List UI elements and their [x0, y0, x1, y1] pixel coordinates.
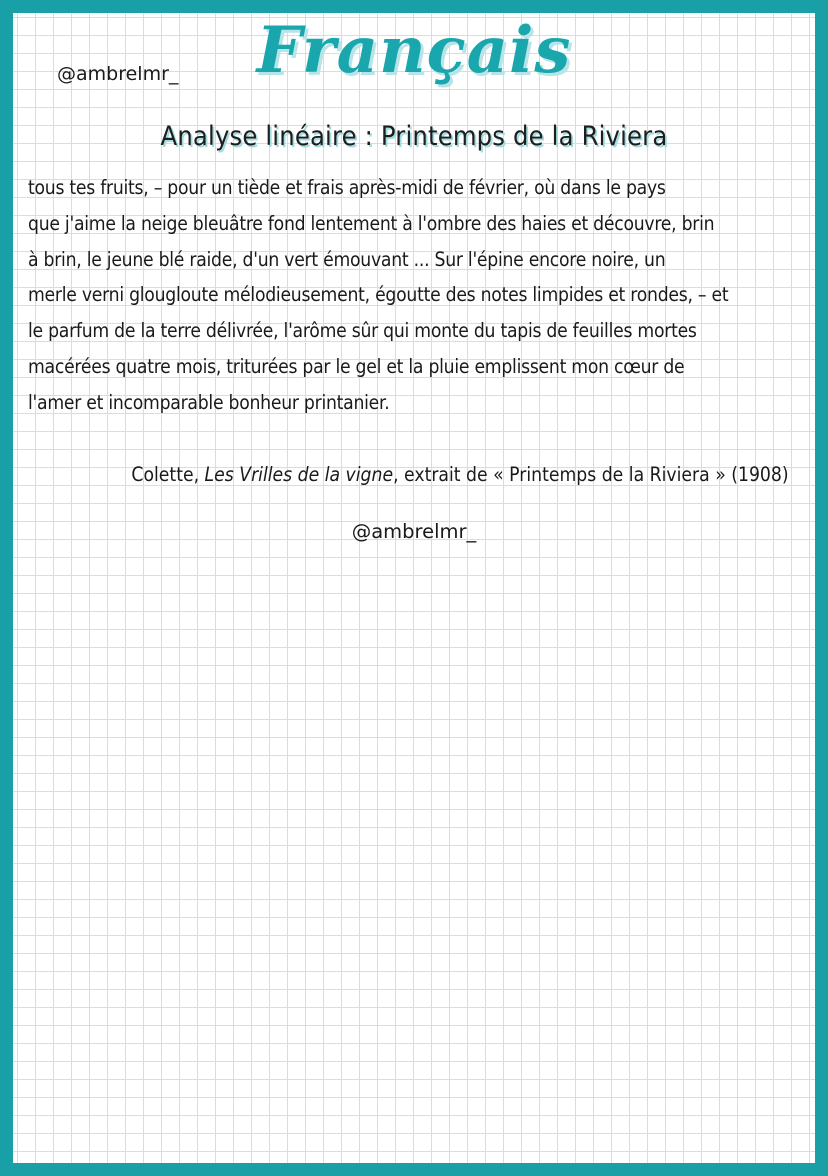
page-title: Français [256, 13, 572, 88]
author-handle-top: @ambrelmr_ [57, 63, 179, 85]
excerpt-line: à brin, le jeune blé raide, d'un vert émouvant ... Sur l'épine encore noire, un [28, 247, 666, 271]
page-subtitle: Analyse linéaire : Printemps de la Riviera [160, 121, 668, 152]
excerpt-line: que j'aime la neige bleuâtre fond lentement à l'ombre des haies et découvre, brin [28, 211, 715, 235]
excerpt-line: merle verni glougloute mélodieusement, égoutte des notes limpides et rondes, – et [28, 283, 729, 307]
author-handle-bottom: @ambrelmr_ [351, 520, 477, 543]
excerpt-line: l'amer et incomparable bonheur printanier. [28, 390, 390, 414]
source-citation [132, 463, 789, 486]
excerpt-text [28, 170, 736, 421]
citation-author: Colette, [131, 463, 200, 486]
citation-details: , extrait de « Printemps de la Riviera » (1908) [393, 463, 789, 486]
citation-work-title: Les Vrilles de la vigne [204, 463, 394, 486]
excerpt-line: tous tes fruits, – pour un tiède et frais après-midi de février, où dans le pays [28, 176, 666, 199]
excerpt-line: le parfum de la terre délivrée, l'arôme sûr qui monte du tapis de feuilles mortes [28, 319, 697, 343]
excerpt-line: macérées quatre mois, triturées par le gel et la pluie emplissent mon cœur de [28, 354, 685, 378]
